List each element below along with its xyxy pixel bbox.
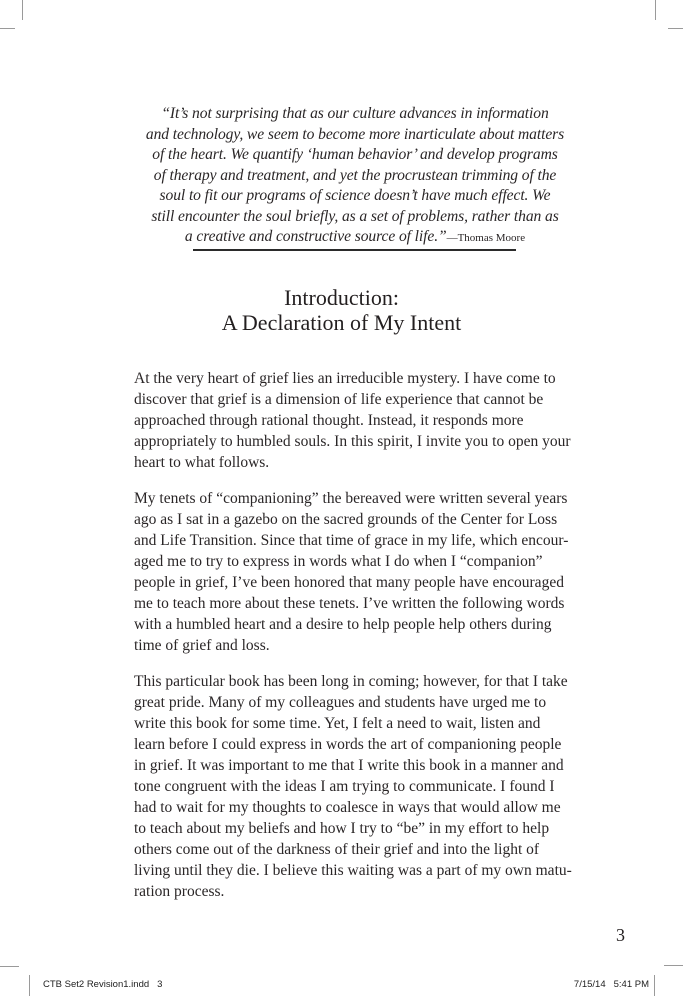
slug-time: 5:41 PM — [613, 979, 649, 990]
epigraph-line: of therapy and treatment, and yet the procrustean trimming of the — [153, 166, 557, 184]
text-line: living until they die. I believe this waiting was a part of my own matu- — [134, 862, 572, 879]
paragraph-3 — [134, 671, 594, 902]
chapter-title — [0, 285, 683, 335]
chapter-title-line-2: A Declaration of My Intent — [221, 310, 462, 335]
epigraph-attribution: —Thomas Moore — [446, 232, 526, 244]
crop-mark-bottom-right-horizontal — [664, 965, 683, 966]
text-line: ration process. — [134, 883, 225, 900]
crop-mark-top-right-horizontal — [668, 28, 683, 29]
text-line: discover that grief is a dimension of life experience that cannot be — [134, 391, 544, 408]
epigraph-line: “It’s not surprising that as our culture advances in information — [161, 105, 549, 122]
text-line: me to teach more about these tenets. I’ve written the following words — [134, 595, 565, 612]
text-line: appropriately to humbled souls. In this spirit, I invite you to open your — [134, 433, 571, 450]
text-line: write this book for some time. Yet, I felt a need to wait, listen and — [134, 715, 541, 732]
paragraph-1 — [134, 368, 594, 473]
crop-mark-top-left-horizontal — [0, 28, 15, 29]
epigraph — [140, 104, 570, 249]
slug-page: 3 — [157, 979, 163, 990]
text-line: aged me to try to express in words what I do when I “companion” — [134, 553, 543, 570]
epigraph-line: and technology, we seem to become more inarticulate about matters — [145, 125, 565, 143]
crop-mark-bottom-left-vertical — [29, 975, 30, 996]
text-line: ago as I sat in a gazebo on the sacred grounds of the Center for Loss — [134, 511, 558, 528]
text-line: to teach about my beliefs and how I try to “be” in my effort to help — [134, 820, 550, 837]
crop-mark-top-left-vertical — [22, 0, 23, 20]
slug-filename: CTB Set2 Revision1.indd — [43, 979, 150, 990]
text-line: tone congruent with the ideas I am trying to communicate. I found I — [134, 778, 555, 795]
text-line: This particular book has been long in coming; however, for that I take — [134, 673, 568, 690]
text-line: had to wait for my thoughts to coalesce in ways that would allow me — [134, 799, 561, 816]
slug-date: 7/15/14 — [573, 979, 606, 990]
text-line: others come out of the darkness of their grief and into the light of — [134, 841, 540, 858]
text-line: approached through rational thought. Instead, it responds more — [134, 412, 524, 429]
text-line: time of grief and loss. — [134, 637, 270, 654]
text-line: My tenets of “companioning” the bereaved were written several years — [134, 490, 568, 507]
epigraph-line: soul to fit our programs of science doesn’t have much effect. We — [159, 187, 551, 204]
text-line: people in grief, I’ve been honored that many people have encouraged — [134, 574, 564, 591]
crop-mark-bottom-left-horizontal — [0, 966, 19, 967]
text-line: At the very heart of grief lies an irreducible mystery. I have come to — [134, 370, 556, 387]
epigraph-line: of the heart. We quantify ‘human behavior’ and develop programs — [152, 146, 558, 163]
crop-mark-top-right-vertical — [655, 0, 656, 20]
epigraph-line-last — [140, 227, 570, 249]
epigraph-divider — [193, 249, 516, 251]
text-line: with a humbled heart and a desire to help people help others during — [134, 616, 552, 633]
text-line: learn before I could express in words the art of companioning people — [134, 736, 562, 753]
slug-timestamp — [574, 979, 649, 990]
epigraph-line: still encounter the soul briefly, as a set of problems, rather than as — [151, 207, 559, 225]
text-line: heart to what follows. — [134, 454, 270, 471]
page-number: 3 — [616, 925, 625, 945]
text-line: in grief. It was important to me that I write this book in a manner and — [134, 757, 564, 774]
crop-mark-bottom-right-vertical — [654, 975, 655, 996]
slug-file-info — [43, 979, 162, 990]
paragraph-2 — [134, 488, 594, 656]
epigraph-line-text: a creative and constructive source of life.” — [184, 228, 447, 245]
body-text — [134, 368, 594, 917]
text-line: great pride. Many of my colleagues and students have urged me to — [134, 694, 547, 711]
chapter-title-line-1: Introduction: — [284, 285, 399, 310]
text-line: and Life Transition. Since that time of grace in my life, which encour- — [134, 532, 569, 549]
